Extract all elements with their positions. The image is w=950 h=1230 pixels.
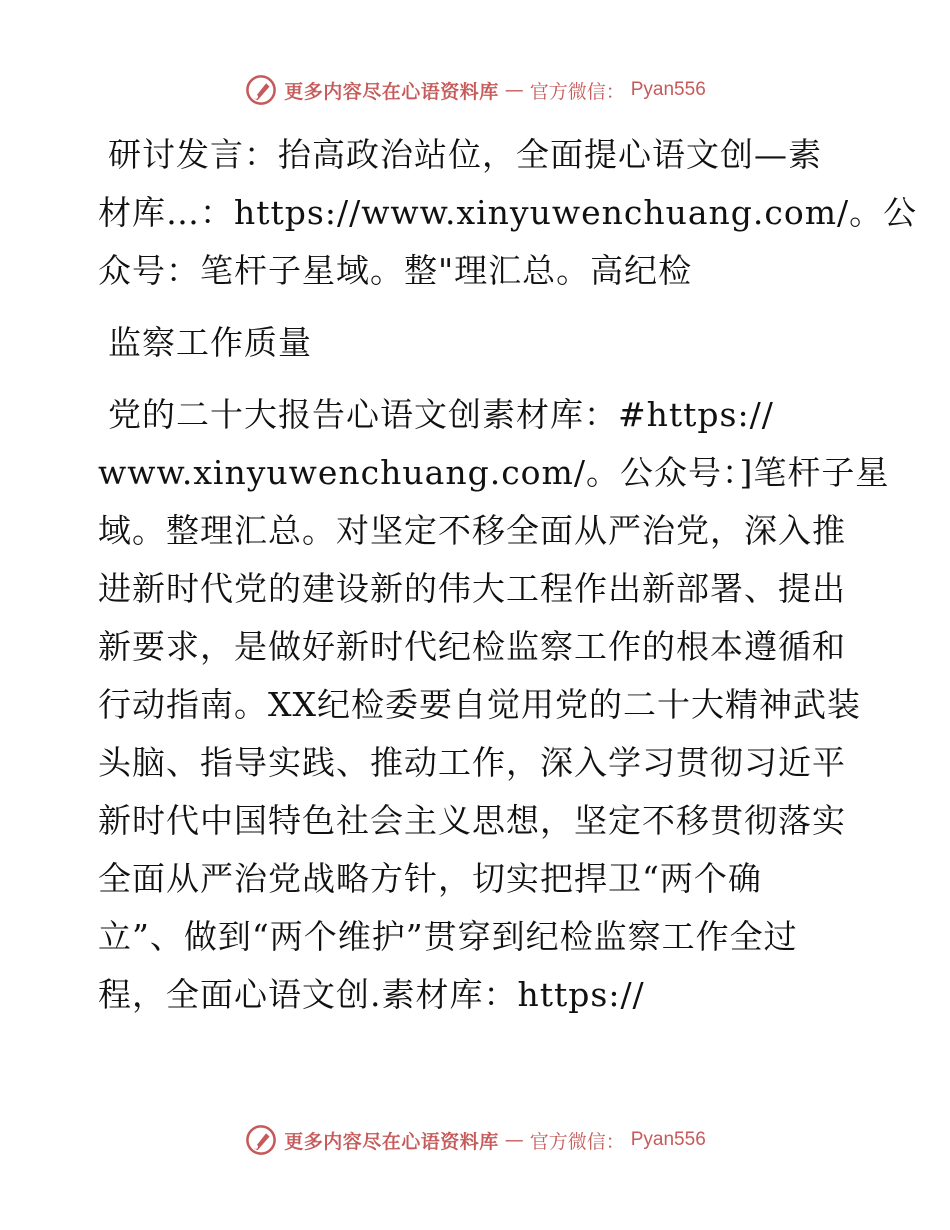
banner-inner [244,73,706,107]
banner-title: 更多内容尽在心语资料库 [284,1130,499,1153]
text-line: 程，全面心语文创.素材库：https:// [98,975,645,1014]
banner-title: 更多内容尽在心语资料库 [284,80,499,103]
text-line: 行动指南。XX纪检委要自觉用党的二十大精神武装 [98,685,861,724]
banner-contact-id: Pyan556 [630,79,706,100]
banner-separator: — [504,79,524,101]
text-line: 众号：笔杆子星域。整"理汇总。高纪检 [98,251,693,290]
text-line: 新时代中国特色社会主义思想，坚定不移贯彻落实 [98,801,846,840]
paragraph-2 [98,314,858,372]
text-line: 立”、做到“两个维护”贯穿到纪检监察工作全过 [98,917,798,956]
paragraph-1 [98,126,918,300]
text-line: 进新时代党的建设新的伟大工程作出新部署、提出 [98,569,846,608]
text-line: 域。整理汇总。对坚定不移全面从严治党，深入推 [98,511,846,550]
text-line: 全面从严治党战略方针，切实把捍卫“两个确 [98,859,762,898]
banner-inner [244,1123,706,1157]
text-line: 材库…：https://www.xinyuwenchuang.com/。公 [98,193,918,232]
text-line: 新要求，是做好新时代纪检监察工作的根本遵循和 [98,627,846,666]
pen-nib-logo-icon [244,73,278,107]
text-line: 监察工作质量 [108,323,312,362]
pen-nib-logo-icon [244,1123,278,1157]
header-banner [0,70,950,110]
paragraph-3 [98,386,890,1024]
text-line: 党的二十大报告心语文创素材库：#https:// [108,395,774,434]
footer-banner [0,1120,950,1160]
text-line: 研讨发言：抬高政治站位，全面提心语文创—素 [108,135,822,174]
text-line: 头脑、指导实践、推动工作，深入学习贯彻习近平 [98,743,846,782]
document-body [98,126,918,1024]
banner-contact-id: Pyan556 [630,1129,706,1150]
banner-contact-label: 官方微信： [529,80,625,103]
banner-contact-label: 官方微信： [529,1130,625,1153]
banner-separator: — [504,1129,524,1151]
text-line: www.xinyuwenchuang.com/。公众号：]笔杆子星 [98,453,890,492]
